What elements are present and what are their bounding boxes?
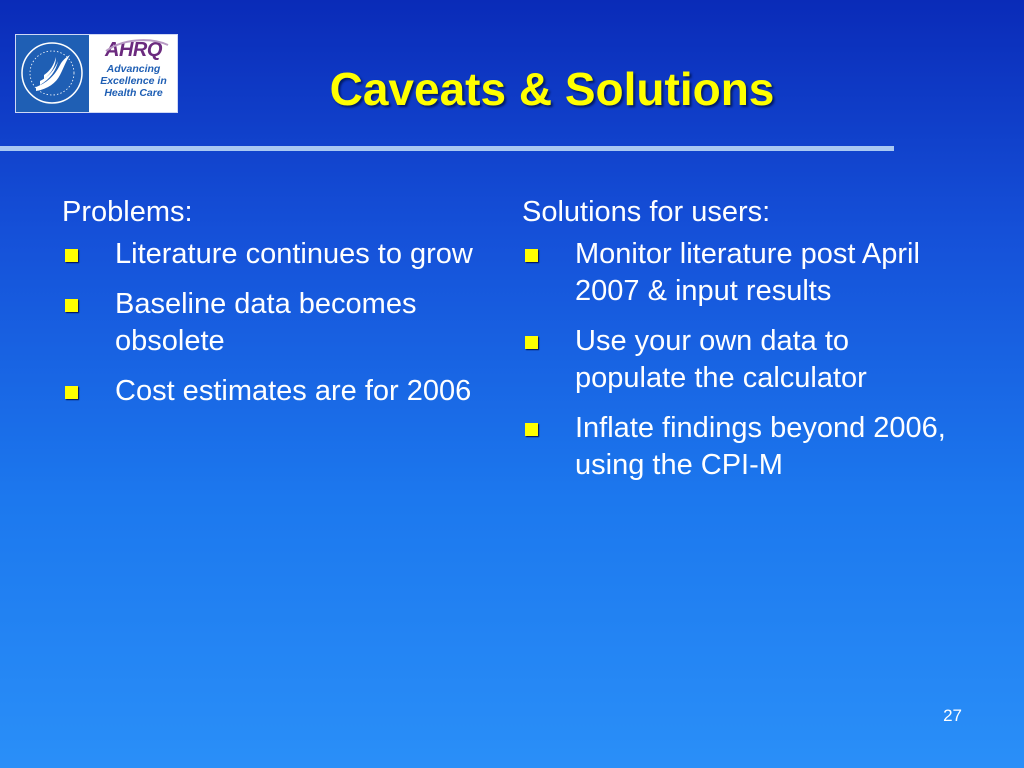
list-item-text: Inflate findings beyond 2006, using the CPI-M bbox=[575, 412, 946, 481]
title-divider bbox=[0, 146, 894, 151]
slide-title: Caveats & Solutions bbox=[329, 63, 775, 115]
list-item bbox=[62, 373, 502, 410]
list-item-text: Use your own data to populate the calculator bbox=[575, 325, 867, 394]
square-bullet-icon bbox=[525, 423, 538, 436]
square-bullet-icon bbox=[65, 386, 78, 399]
tagline-line: Excellence in bbox=[100, 75, 167, 87]
list-item-text: Baseline data becomes obsolete bbox=[115, 288, 417, 357]
problems-column bbox=[62, 192, 502, 423]
square-bullet-icon bbox=[525, 249, 538, 262]
solutions-column bbox=[522, 192, 962, 497]
list-item-text: Cost estimates are for 2006 bbox=[115, 375, 472, 407]
solutions-heading: Solutions for users: bbox=[522, 196, 771, 228]
list-item bbox=[522, 236, 962, 310]
page-number: 27 bbox=[943, 706, 962, 725]
square-bullet-icon bbox=[65, 249, 78, 262]
list-item-text: Monitor literature post April 2007 & input results bbox=[575, 238, 920, 307]
square-bullet-icon bbox=[525, 336, 538, 349]
ahrq-wordmark: AHRQ bbox=[105, 39, 162, 61]
problems-list bbox=[62, 236, 502, 410]
ahrq-swoosh-icon bbox=[102, 37, 172, 53]
list-item-text: Literature continues to grow bbox=[115, 238, 473, 270]
list-item bbox=[522, 410, 962, 484]
tagline-line: Health Care bbox=[104, 87, 163, 99]
list-item bbox=[522, 323, 962, 397]
square-bullet-icon bbox=[65, 299, 78, 312]
solutions-list bbox=[522, 236, 962, 484]
tagline-line: Advancing bbox=[106, 63, 161, 75]
list-item bbox=[62, 236, 502, 273]
problems-heading: Problems: bbox=[62, 196, 193, 228]
list-item bbox=[62, 286, 502, 360]
